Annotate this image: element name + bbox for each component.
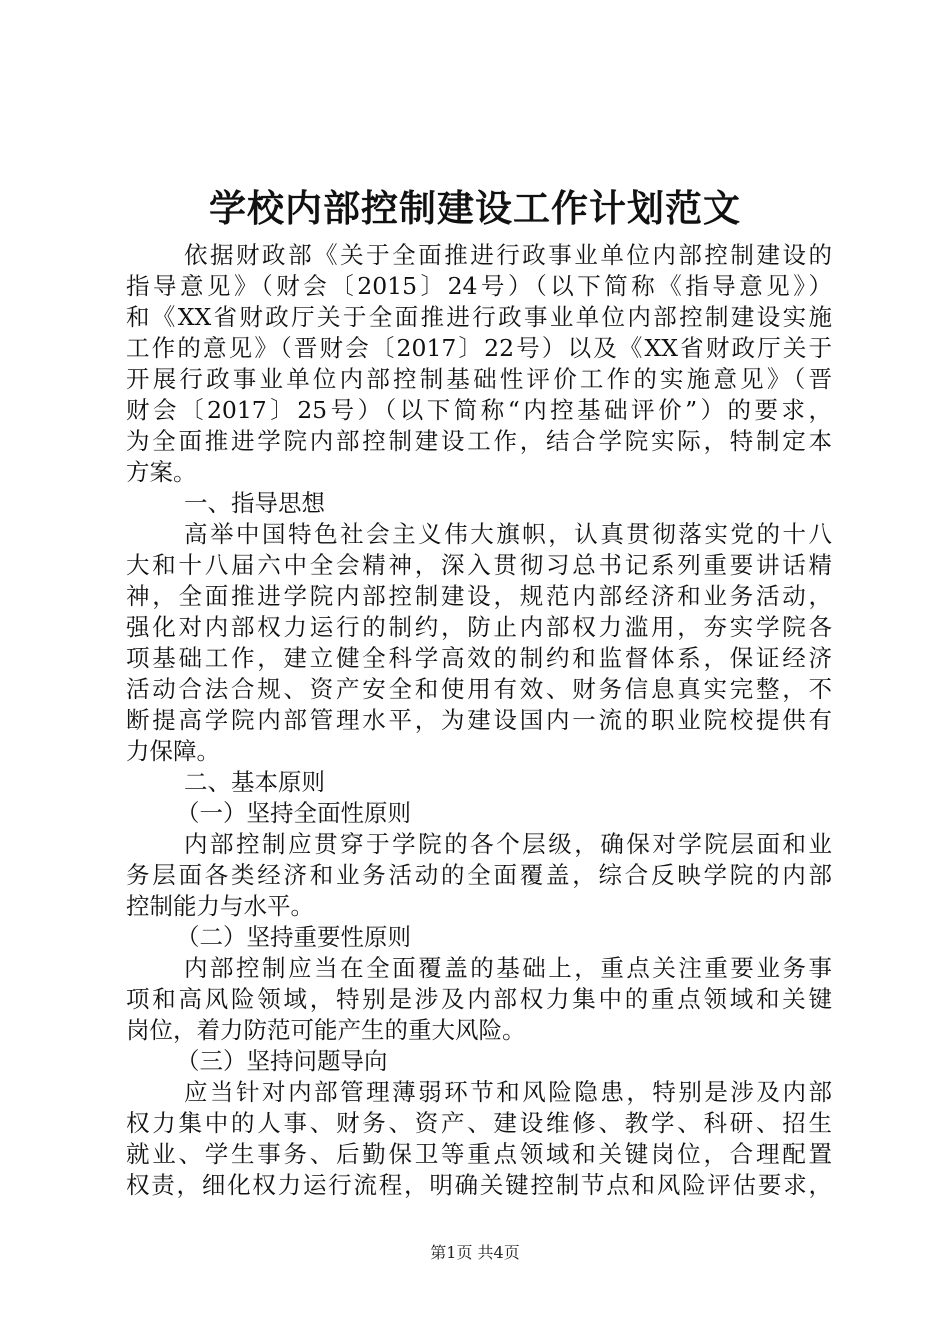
paragraph-line: 工作的意见》（晋财会〔2017〕22号）以及《XX省财政厅关于: [126, 334, 832, 362]
paragraph-line: 方案。: [126, 458, 197, 486]
paragraph-line: 财会〔2017〕25号）（以下简称“内控基础评价”）的要求，: [126, 396, 832, 424]
paragraph-line: 活动合法合规、资产安全和使用有效、财务信息真实完整，不: [126, 675, 832, 703]
document-body: [126, 240, 832, 1201]
paragraph-line: 就业、学生事务、后勤保卫等重点领域和关键岗位，合理配置: [126, 1140, 832, 1168]
paragraph-line: 内部控制应当在全面覆盖的基础上，重点关注重要业务事: [184, 954, 832, 982]
paragraph-line: 内部控制应贯穿于学院的各个层级，确保对学院层面和业: [184, 830, 832, 858]
page-footer: 第1页 共4页: [430, 1243, 520, 1262]
paragraph-line: 控制能力与水平。: [126, 892, 314, 920]
subsection-heading: （三）坚持问题导向: [176, 1047, 388, 1075]
document-title: 学校内部控制建设工作计划范文: [209, 186, 741, 230]
paragraph-line: 高举中国特色社会主义伟大旗帜，认真贯彻落实党的十八: [184, 520, 832, 548]
paragraph-line: 务层面各类经济和业务活动的全面覆盖，综合反映学院的内部: [126, 861, 832, 889]
paragraph-line: 力保障。: [126, 737, 220, 765]
paragraph-line: 权力集中的人事、财务、资产、建设维修、教学、科研、招生: [126, 1109, 832, 1137]
paragraph-line: 依据财政部《关于全面推进行政事业单位内部控制建设的: [184, 241, 832, 269]
subsection-heading: （二）坚持重要性原则: [176, 923, 411, 951]
paragraph-line: 和《XX省财政厅关于全面推进行政事业单位内部控制建设实施: [126, 303, 832, 331]
paragraph-line: 大和十八届六中全会精神，深入贯彻习总书记系列重要讲话精: [126, 551, 832, 579]
paragraph-line: 神，全面推进学院内部控制建设，规范内部经济和业务活动，: [126, 582, 832, 610]
paragraph-line: 指导意见》（财会〔2015〕24号）（以下简称《指导意见》）: [126, 272, 832, 300]
paragraph-line: 项和高风险领域，特别是涉及内部权力集中的重点领域和关键: [126, 985, 832, 1013]
paragraph-line: 应当针对内部管理薄弱环节和风险隐患，特别是涉及内部: [184, 1078, 832, 1106]
paragraph-line: 开展行政事业单位内部控制基础性评价工作的实施意见》（晋: [126, 365, 832, 393]
paragraph-line: 项基础工作，建立健全科学高效的制约和监督体系，保证经济: [126, 644, 832, 672]
paragraph-line: 断提高学院内部管理水平，为建设国内一流的职业院校提供有: [126, 706, 832, 734]
section-heading: 二、基本原则: [184, 768, 325, 796]
paragraph-line: 为全面推进学院内部控制建设工作，结合学院实际，特制定本: [126, 427, 832, 455]
paragraph-line: 岗位，着力防范可能产生的重大风险。: [126, 1016, 526, 1044]
paragraph-line: 权责，细化权力运行流程，明确关键控制节点和风险评估要求，: [126, 1171, 832, 1199]
section-heading: 一、指导思想: [184, 489, 325, 517]
subsection-heading: （一）坚持全面性原则: [176, 799, 411, 827]
paragraph-line: 强化对内部权力运行的制约，防止内部权力滥用，夯实学院各: [126, 613, 832, 641]
